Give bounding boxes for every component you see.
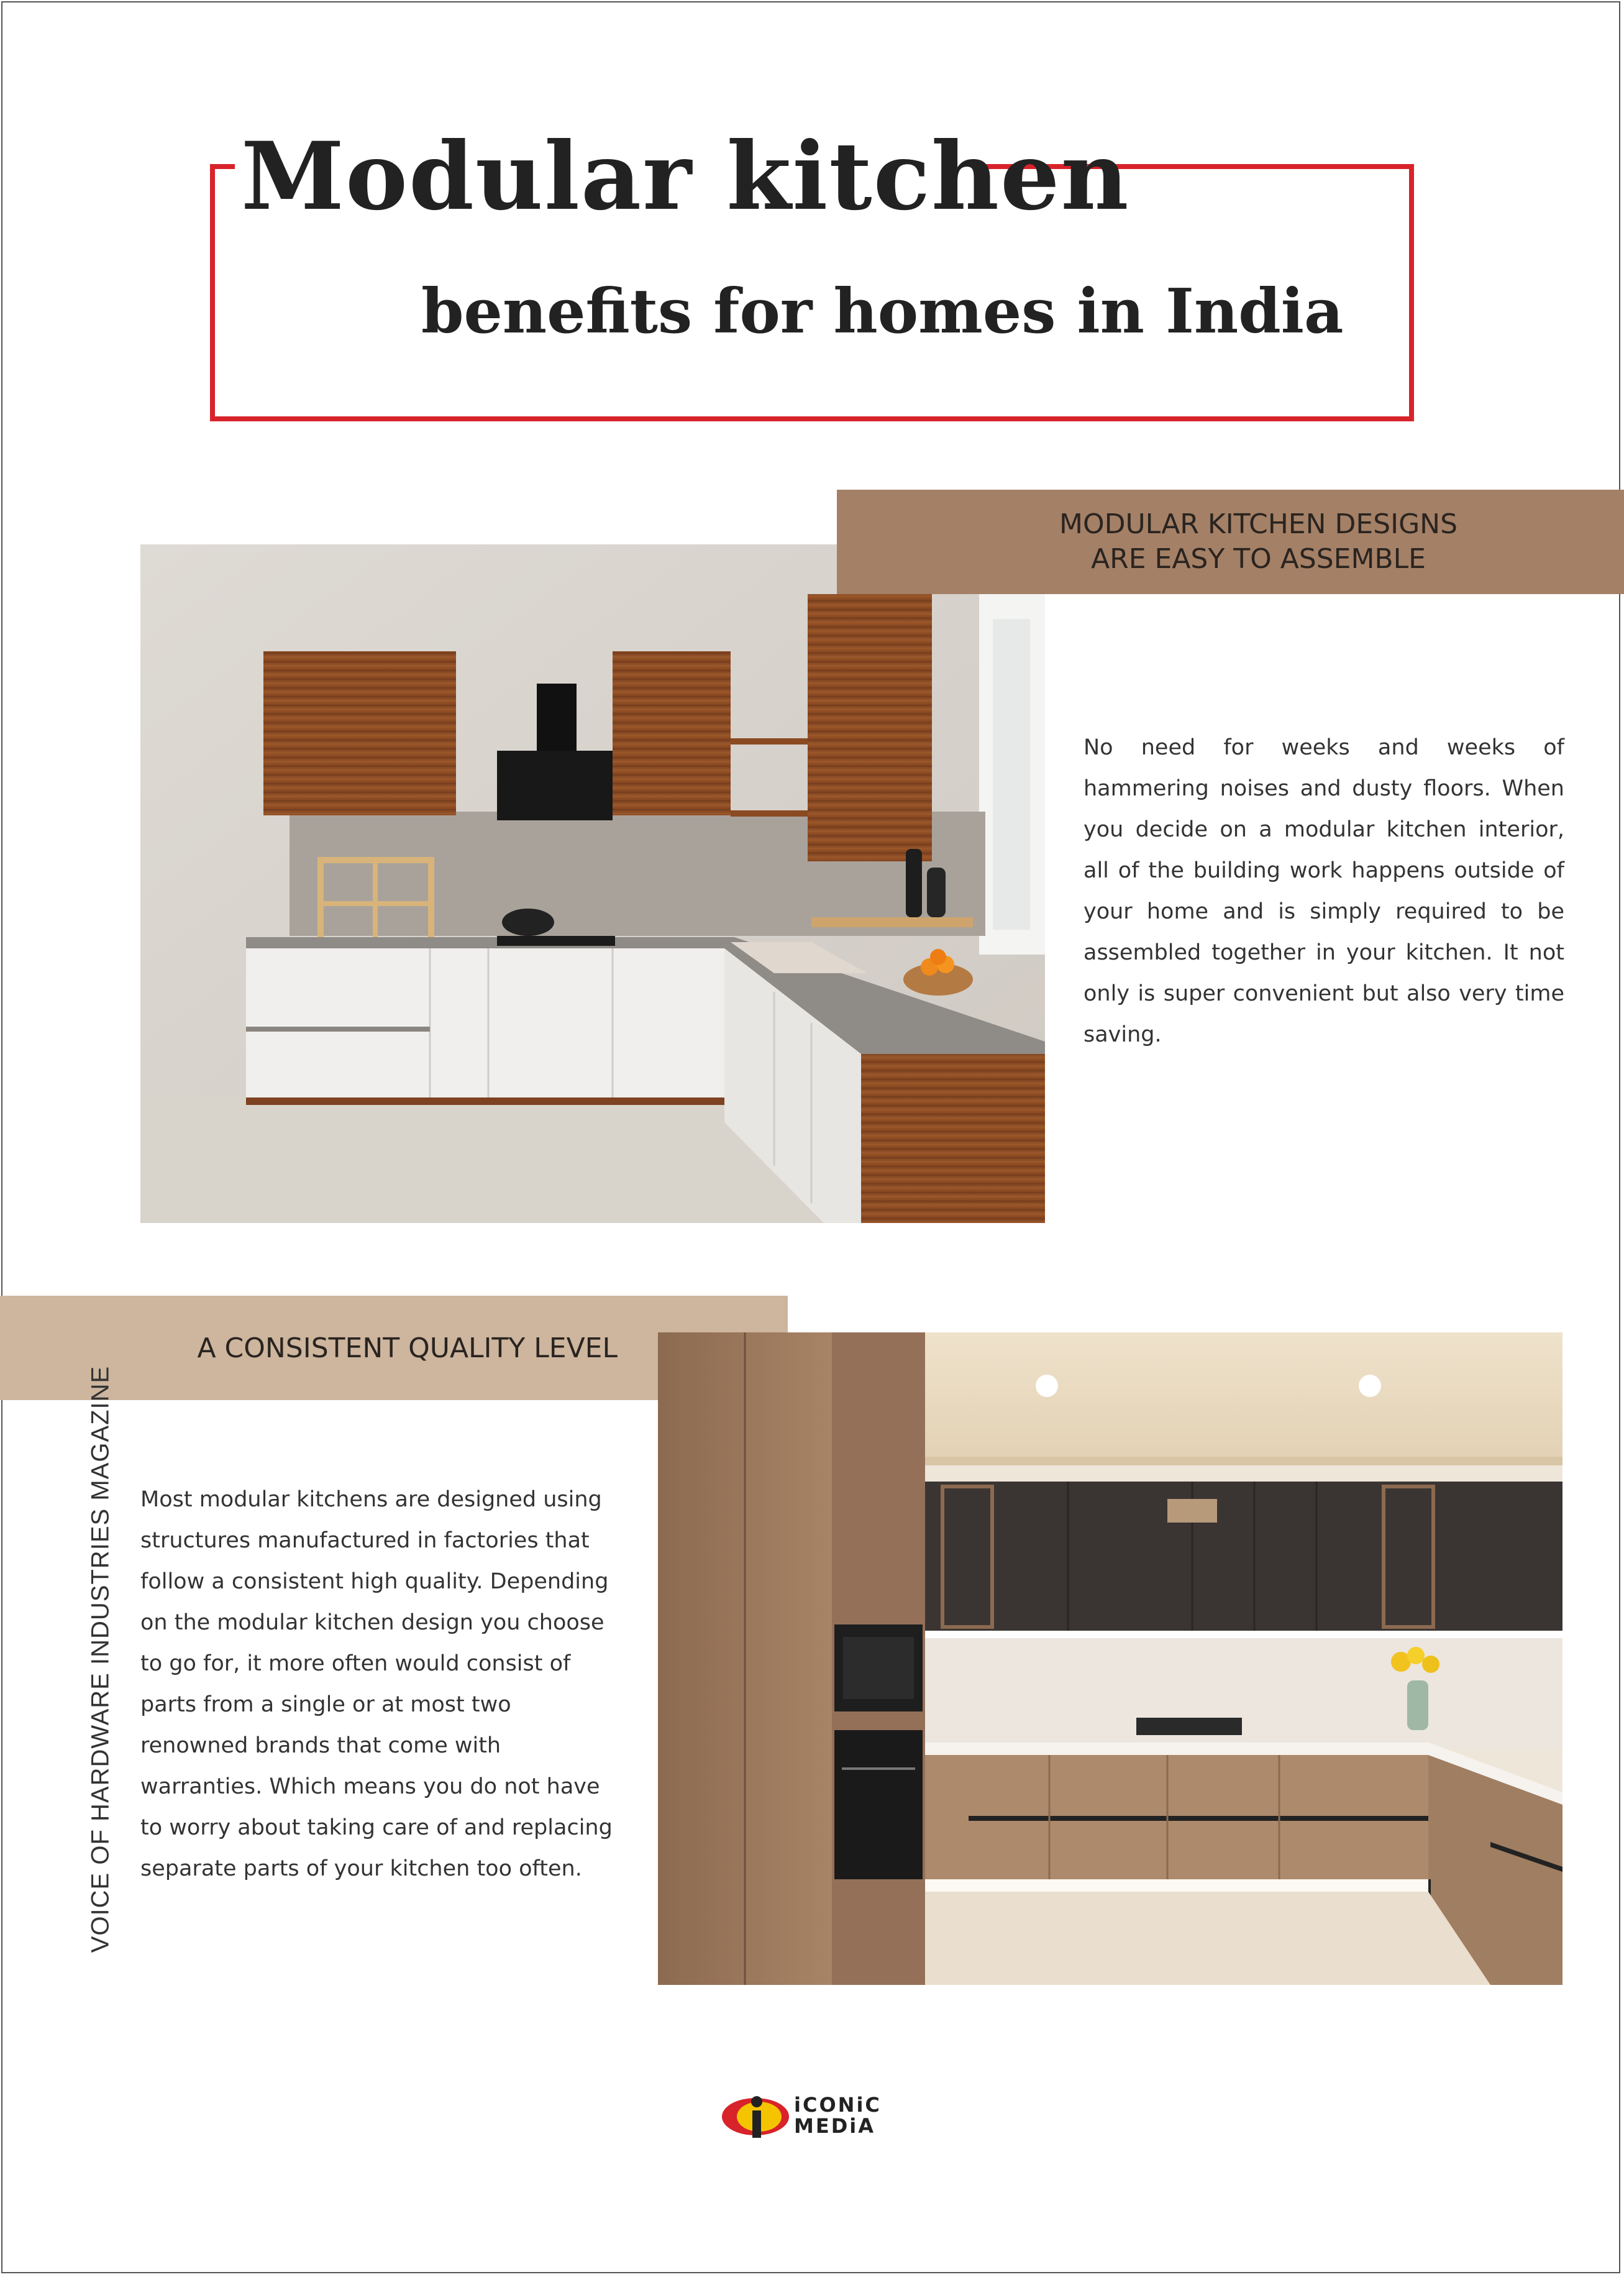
page-title: Modular kitchen [241, 122, 1130, 231]
banner-line-2: ARE EASY TO ASSEMBLE [1091, 543, 1426, 575]
l-shaped-kitchen-photo [140, 544, 1045, 1223]
banner-line-1: MODULAR KITCHEN DESIGNS [1059, 508, 1458, 540]
logo-word-bottom: MEDiA [794, 2114, 875, 2138]
u-shaped-kitchen-photo [658, 1332, 1562, 1985]
iconic-media-logo [721, 2092, 907, 2140]
banner-quality-label: A CONSISTENT QUALITY LEVEL [197, 1332, 618, 1364]
logo-word-top: iCONiC [794, 2093, 882, 2117]
section-2-body: Most modular kitchens are designed using structures manufactured in factories that follow a consistent high quality. Depending on the modular kitchen design you choose to go for, it more often would consist of parts from a single or at most two renowned brands that come with warranties. Which means you do not have to worry about taking care of and replacing separate parts of your kitchen too often. [140, 1487, 613, 1881]
logo-mark-icon [721, 2092, 794, 2140]
title-frame-top-left [210, 164, 235, 169]
section-1-body: No need for weeks and weeks of hammering noises and dusty floors. When you decide on a modular kitchen interior, all of the building work happens outside of your home and is simply required to be assembled together in your kitchen. It not only is super convenient but also very time saving. [1083, 735, 1564, 1047]
section-banner-assemble [837, 490, 1624, 594]
side-label: VOICE OF HARDWARE INDUSTRIES MAGAZINE [86, 1365, 114, 1953]
page-subtitle: benefits for homes in India [421, 276, 1344, 347]
